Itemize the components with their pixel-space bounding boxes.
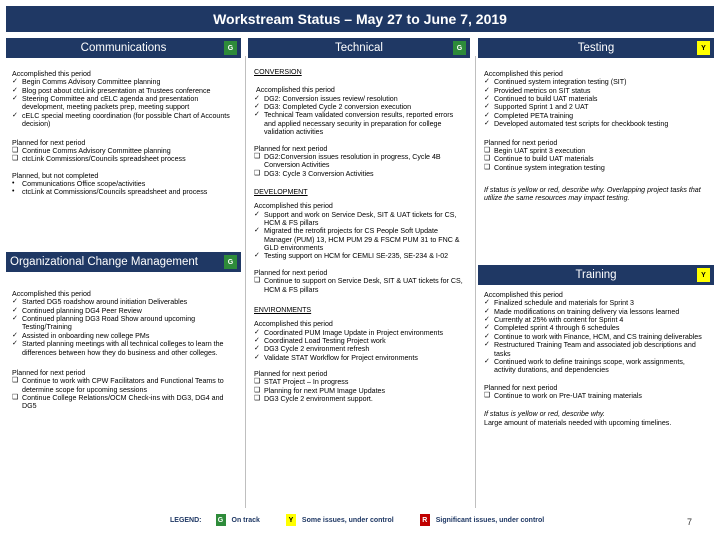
list-item: ✓ Continued planning DG3 Road Show around upcoming Testing/Training: [12, 315, 196, 332]
list-item: ✓ Started DG5 roadshow around initiation Deliverables: [12, 298, 188, 307]
testing-accomplished-list: [484, 78, 708, 128]
status-badge-green: G: [224, 41, 237, 55]
list-item: ✓ Started planning meetings with all technical colleges to learn the differences between how they do business and other colleges.: [12, 340, 224, 357]
status-badge-yellow: Y: [697, 41, 710, 55]
comms-accomplished-list: [12, 78, 235, 128]
list-item: ✓ Continued work to define trainings scope, work assignments, activity durations, and dependencies: [484, 357, 685, 375]
list-item: ✓ Provided metrics on SIT status: [484, 86, 591, 95]
bullet-icon: •: [12, 188, 15, 196]
check-icon: ✓: [484, 120, 490, 128]
legend-red-swatch: R: [420, 514, 430, 526]
list-item: ✓ Made modifications on training delivery via lessons learned: [484, 307, 680, 316]
list-item: ✓ Continued system integration testing (SIT): [484, 78, 627, 87]
development-planned-list: [254, 277, 464, 294]
checkbox-icon: ❑: [12, 393, 19, 401]
list-item: ✓ Continued planning DG4 Peer Review: [12, 306, 142, 315]
list-item: ✓ Blog post about ctcLink presentation at Trustees conference: [12, 86, 211, 95]
list-item: ❑ Continue College Relations/OCM Check-ins with DG3, DG4 and DG5: [12, 393, 224, 411]
testing-planned-list: [484, 147, 708, 172]
check-icon: ✓: [254, 252, 260, 260]
list-item: ✓ Currently at 25% with content for Sprint 4: [484, 316, 624, 325]
conversion-planned-list: [254, 153, 464, 178]
list-item: ❑ Begin UAT sprint 3 execution: [484, 146, 586, 155]
list-item: ✓ DG3 Cycle 2 environment refresh: [254, 345, 370, 354]
list-item: ✓ Continued to build UAT materials: [484, 95, 598, 104]
checkbox-icon: ❑: [12, 146, 19, 154]
checkbox-icon: ❑: [484, 146, 491, 154]
check-icon: ✓: [484, 86, 490, 94]
checkbox-icon: ❑: [254, 386, 261, 394]
list-item: ❑ Continue to work with CPW Facilitators and Functional Teams to determine scope for upcoming sessions: [12, 377, 224, 394]
check-icon: ✓: [484, 103, 490, 111]
list-item: ❑ DG3: Cycle 3 Conversion Activities: [254, 169, 374, 178]
list-item: ❑ Continue Comms Advisory Committee planning: [12, 146, 171, 155]
check-icon: ✓: [484, 299, 490, 307]
checkbox-icon: ❑: [12, 377, 19, 385]
legend-green-text: On track: [231, 516, 260, 524]
legend-red-text: Significant issues, under control: [435, 516, 545, 524]
check-icon: ✓: [484, 357, 490, 365]
testing-status-note: If status is yellow or red, describe why. Overlapping project tasks that utilize the same resources may impact testing.: [484, 185, 701, 203]
status-badge-yellow: Y: [697, 268, 710, 282]
testing-section: Testing Y Accomplished this period ✓ Continued system integration testing (SIT) ✓ Provided metrics on SIT status ✓ Continued to build UAT materials ✓ Supported Sprint 1 and 2 UAT ✓ Completed PETA training ✓ Developed automated test scripts for checkbook testing Planned for next period ❑ Begin UAT sprint 3 execution ❑ Continue to build UAT materials ❑ Continue system integration testing If status is yellow or red, describe why. Overlapping project tasks that utilize the same resources may impact testing.: [478, 38, 714, 207]
check-icon: ✓: [254, 336, 260, 344]
list-item: ❑ DG2:Conversion issues resolution in progress, Cycle 4B Conversion Activities: [254, 152, 441, 170]
list-item: ✓ Completed PETA training: [484, 111, 574, 120]
list-item: ❑ Continue system integration testing: [484, 163, 605, 172]
training-status-detail: Large amount of materials needed with upcoming timelines.: [484, 418, 672, 427]
technical-section: Technical G CONVERSION Accomplished this period ✓ DG2: Conversion issues review/ resolution ✓ DG3: Completed Cycle 2 conversion execution ✓ Technical Team validated conversion results, reported errors and applied necessary security in preparation for college validation activities Planned for next period ❑ DG2:Conversion issues resolution in progress, Cycle 4B Conversion Activities ❑ DG3: Cycle 3 Conversion Activities DEVELOPMENT Accomplished this period ✓ Support and work on Service Desk, SIT & UAT tickets for CS, HCM & FS pillars ✓ Migrated the retrofit projects for CS People Soft Update Manager (PUM) 13, HCM PUM 29 & FSCM PUM 31 to FNC & GLD environments ✓ Testing support on HCM for CEMLI SE-235, SE-234 & I-02 Planned for next period ❑ Continue to support on Service Desk, SIT & UAT tickets for CS, HCM & FS pillars ENVIRONMENTS Accomplished this period ✓ Coordinated PUM Image Update in Project environments ✓ Coordinated Load Testing Project work ✓ DG3 Cycle 2 environment refresh ✓ Validate STAT Workflow for Project environments Planned for next period ❑ STAT Project – In progress ❑ Planning for next PUM Image Updates ❑ DG3 Cycle 2 environment support.: [248, 38, 470, 408]
check-icon: ✓: [12, 78, 18, 86]
checkbox-icon: ❑: [12, 155, 19, 163]
comms-not-completed-list: [12, 180, 235, 197]
testing-header: Testing Y: [478, 38, 714, 58]
list-item: ✓ Assisted in onboarding new college PMs: [12, 331, 150, 340]
check-icon: ✓: [254, 353, 260, 361]
list-item: ✓ Finalized schedule and materials for Sprint 3: [484, 299, 634, 308]
list-item: ❑ ctcLink Commissions/Councils spreadsheet process: [12, 155, 186, 164]
list-item: ✓ DG2: Conversion issues review/ resolution: [254, 94, 398, 103]
checkbox-icon: ❑: [484, 163, 491, 171]
check-icon: ✓: [254, 227, 260, 235]
legend: [170, 513, 564, 527]
page-number: 7: [686, 517, 692, 527]
ocm-header: Organizational Change Management G: [6, 252, 241, 272]
list-item: ✓ Coordinated PUM Image Update in Project environments: [254, 328, 444, 337]
training-accomplished-list: [484, 299, 708, 374]
training-status-note: If status is yellow or red, describe why.: [484, 410, 605, 419]
list-item: ✓ DG3: Completed Cycle 2 conversion execution: [254, 103, 412, 112]
environments-planned-list: [254, 378, 464, 403]
check-icon: ✓: [484, 307, 490, 315]
training-section: Training Y Accomplished this period ✓ Finalized schedule and materials for Sprint 3 ✓ Made modifications on training delivery via lessons learned ✓ Currently at 25% with content for Sprint 4 ✓ Completed sprint 4 through 6 schedules ✓ Continue to work with Finance, HCM, and CS training deliverables ✓ Restructured Training Team and associated job descriptions and tasks ✓ Continued work to define trainings scope, work assignments, activity durations, and dependencies Planned for next period ❑ Continue to work on Pre-UAT training materials If status is yellow or red, describe why. Large amount of materials needed with upcoming timelines.: [478, 265, 714, 431]
list-item: ✓ Completed sprint 4 through 6 schedules: [484, 324, 620, 333]
checkbox-icon: ❑: [254, 378, 261, 386]
check-icon: ✓: [484, 78, 490, 86]
check-icon: ✓: [484, 111, 490, 119]
check-icon: ✓: [254, 94, 260, 102]
training-header: Training Y: [478, 265, 714, 285]
list-item: ✓ Restructured Training Team and associated job descriptions and tasks: [484, 341, 696, 358]
communications-header: Communications G: [6, 38, 241, 58]
check-icon: ✓: [484, 332, 490, 340]
development-accomplished-list: [254, 211, 464, 261]
list-item: ❑ Continue to support on Service Desk, SIT & UAT tickets for CS, HCM & FS pillars: [254, 277, 463, 294]
list-item: ✓ Developed automated test scripts for checkbook testing: [484, 120, 669, 129]
check-icon: ✓: [484, 324, 490, 332]
column-divider: [245, 56, 246, 508]
check-icon: ✓: [12, 306, 18, 314]
status-badge-green: G: [453, 41, 466, 55]
check-icon: ✓: [12, 95, 18, 103]
ocm-section: Organizational Change Management G Accomplished this period ✓ Started DG5 roadshow around initiation Deliverables ✓ Continued planning DG4 Peer Review ✓ Continued planning DG3 Road Show around upcoming Testing/Training ✓ Assisted in onboarding new college PMs ✓ Started planning meetings with all technical colleges to learn the differences between how they do business and other colleges. Planned for next period ❑ Continue to work with CPW Facilitators and Functional Teams to determine scope for upcoming sessions ❑ Continue College Relations/OCM Check-ins with DG3, DG4 and DG5: [6, 252, 241, 415]
check-icon: ✓: [12, 86, 18, 94]
technical-header: Technical G: [248, 38, 470, 58]
checkbox-icon: ❑: [254, 277, 261, 285]
legend-green-swatch: G: [216, 514, 226, 526]
list-item: ✓ Technical Team validated conversion results, reported errors and applied necessary security in preparation for college validation activities: [254, 111, 454, 137]
page-title: Workstream Status – May 27 to June 7, 2019: [6, 6, 714, 32]
check-icon: ✓: [254, 210, 260, 218]
check-icon: ✓: [254, 103, 260, 111]
check-icon: ✓: [484, 341, 490, 349]
check-icon: ✓: [254, 111, 260, 119]
list-item: ❑ Continue to build UAT materials: [484, 155, 594, 164]
list-item: ❑ DG3 Cycle 2 environment support.: [254, 395, 373, 404]
check-icon: ✓: [484, 316, 490, 324]
list-item: ✓ Steering Committee and cELC agenda and presentation development, meeting packets prep, meeting support: [12, 95, 199, 112]
list-item: • ctcLink at Commissions/Councils spreadsheet and process: [12, 188, 208, 197]
column-divider: [475, 56, 476, 508]
list-item: ✓ Continue to work with Finance, HCM, and CS training deliverables: [484, 332, 702, 341]
check-icon: ✓: [12, 315, 18, 323]
list-item: • Communications Office scope/activities: [12, 179, 146, 188]
check-icon: ✓: [12, 331, 18, 339]
list-item: ✓ Coordinated Load Testing Project work: [254, 336, 386, 345]
check-icon: ✓: [254, 345, 260, 353]
list-item: ✓ Supported Sprint 1 and 2 UAT: [484, 103, 589, 112]
checkbox-icon: ❑: [254, 152, 261, 160]
checkbox-icon: ❑: [484, 391, 491, 399]
list-item: ✓ Testing support on HCM for CEMLI SE-235, SE-234 & I-02: [254, 252, 449, 261]
ocm-accomplished-list: [12, 298, 235, 357]
checkbox-icon: ❑: [484, 155, 491, 163]
communications-section: Communications G Accomplished this period ✓ Begin Comms Advisory Committee planning ✓ Blog post about ctcLink presentation at Trustees conference ✓ Steering Committee and cELC agenda and presentation development, meeting packets prep, meeting support ✓ cELC special meeting coordination (for possible Chart of Accounts decision) Planned for next period ❑ Continue Comms Advisory Committee planning ❑ ctcLink Commissions/Councils spreadsheet process Planned, but not completed • Communications Office scope/activities • ctcLink at Commissions/Councils spreadsheet and process: [6, 38, 241, 201]
list-item: ✓ Migrated the retrofit projects for CS People Soft Update Manager (PUM) 13, HCM PUM 29 & FSCM PUM 31 to FNC & GLD environments: [254, 227, 460, 253]
conversion-accomplished-list: [254, 95, 464, 137]
status-badge-green: G: [224, 255, 237, 269]
comms-planned-list: [12, 147, 235, 164]
legend-label: LEGEND:: [170, 516, 202, 524]
list-item: ✓ cELC special meeting coordination (for possible Chart of Accounts decision): [12, 111, 230, 129]
list-item: ❑ Planning for next PUM Image Updates: [254, 386, 386, 395]
list-item: ✓ Validate STAT Workflow for Project environments: [254, 353, 418, 362]
legend-yellow-swatch: Y: [286, 514, 296, 526]
list-item: ❑ STAT Project – In progress: [254, 378, 349, 387]
bullet-icon: •: [12, 179, 15, 187]
check-icon: ✓: [254, 328, 260, 336]
checkbox-icon: ❑: [254, 169, 261, 177]
check-icon: ✓: [12, 111, 18, 119]
check-icon: ✓: [484, 95, 490, 103]
checkbox-icon: ❑: [254, 395, 261, 403]
legend-yellow-text: Some issues, under control: [301, 516, 394, 524]
list-item: ✓ Begin Comms Advisory Committee planning: [12, 78, 161, 87]
list-item: ✓ Support and work on Service Desk, SIT & UAT tickets for CS, HCM & FS pillars: [254, 210, 457, 228]
check-icon: ✓: [12, 298, 18, 306]
environments-accomplished-list: [254, 329, 464, 362]
ocm-planned-list: [12, 377, 235, 410]
list-item: ❑ Continue to work on Pre-UAT training materials: [484, 391, 642, 400]
check-icon: ✓: [12, 340, 18, 348]
training-planned-list: [484, 392, 708, 400]
